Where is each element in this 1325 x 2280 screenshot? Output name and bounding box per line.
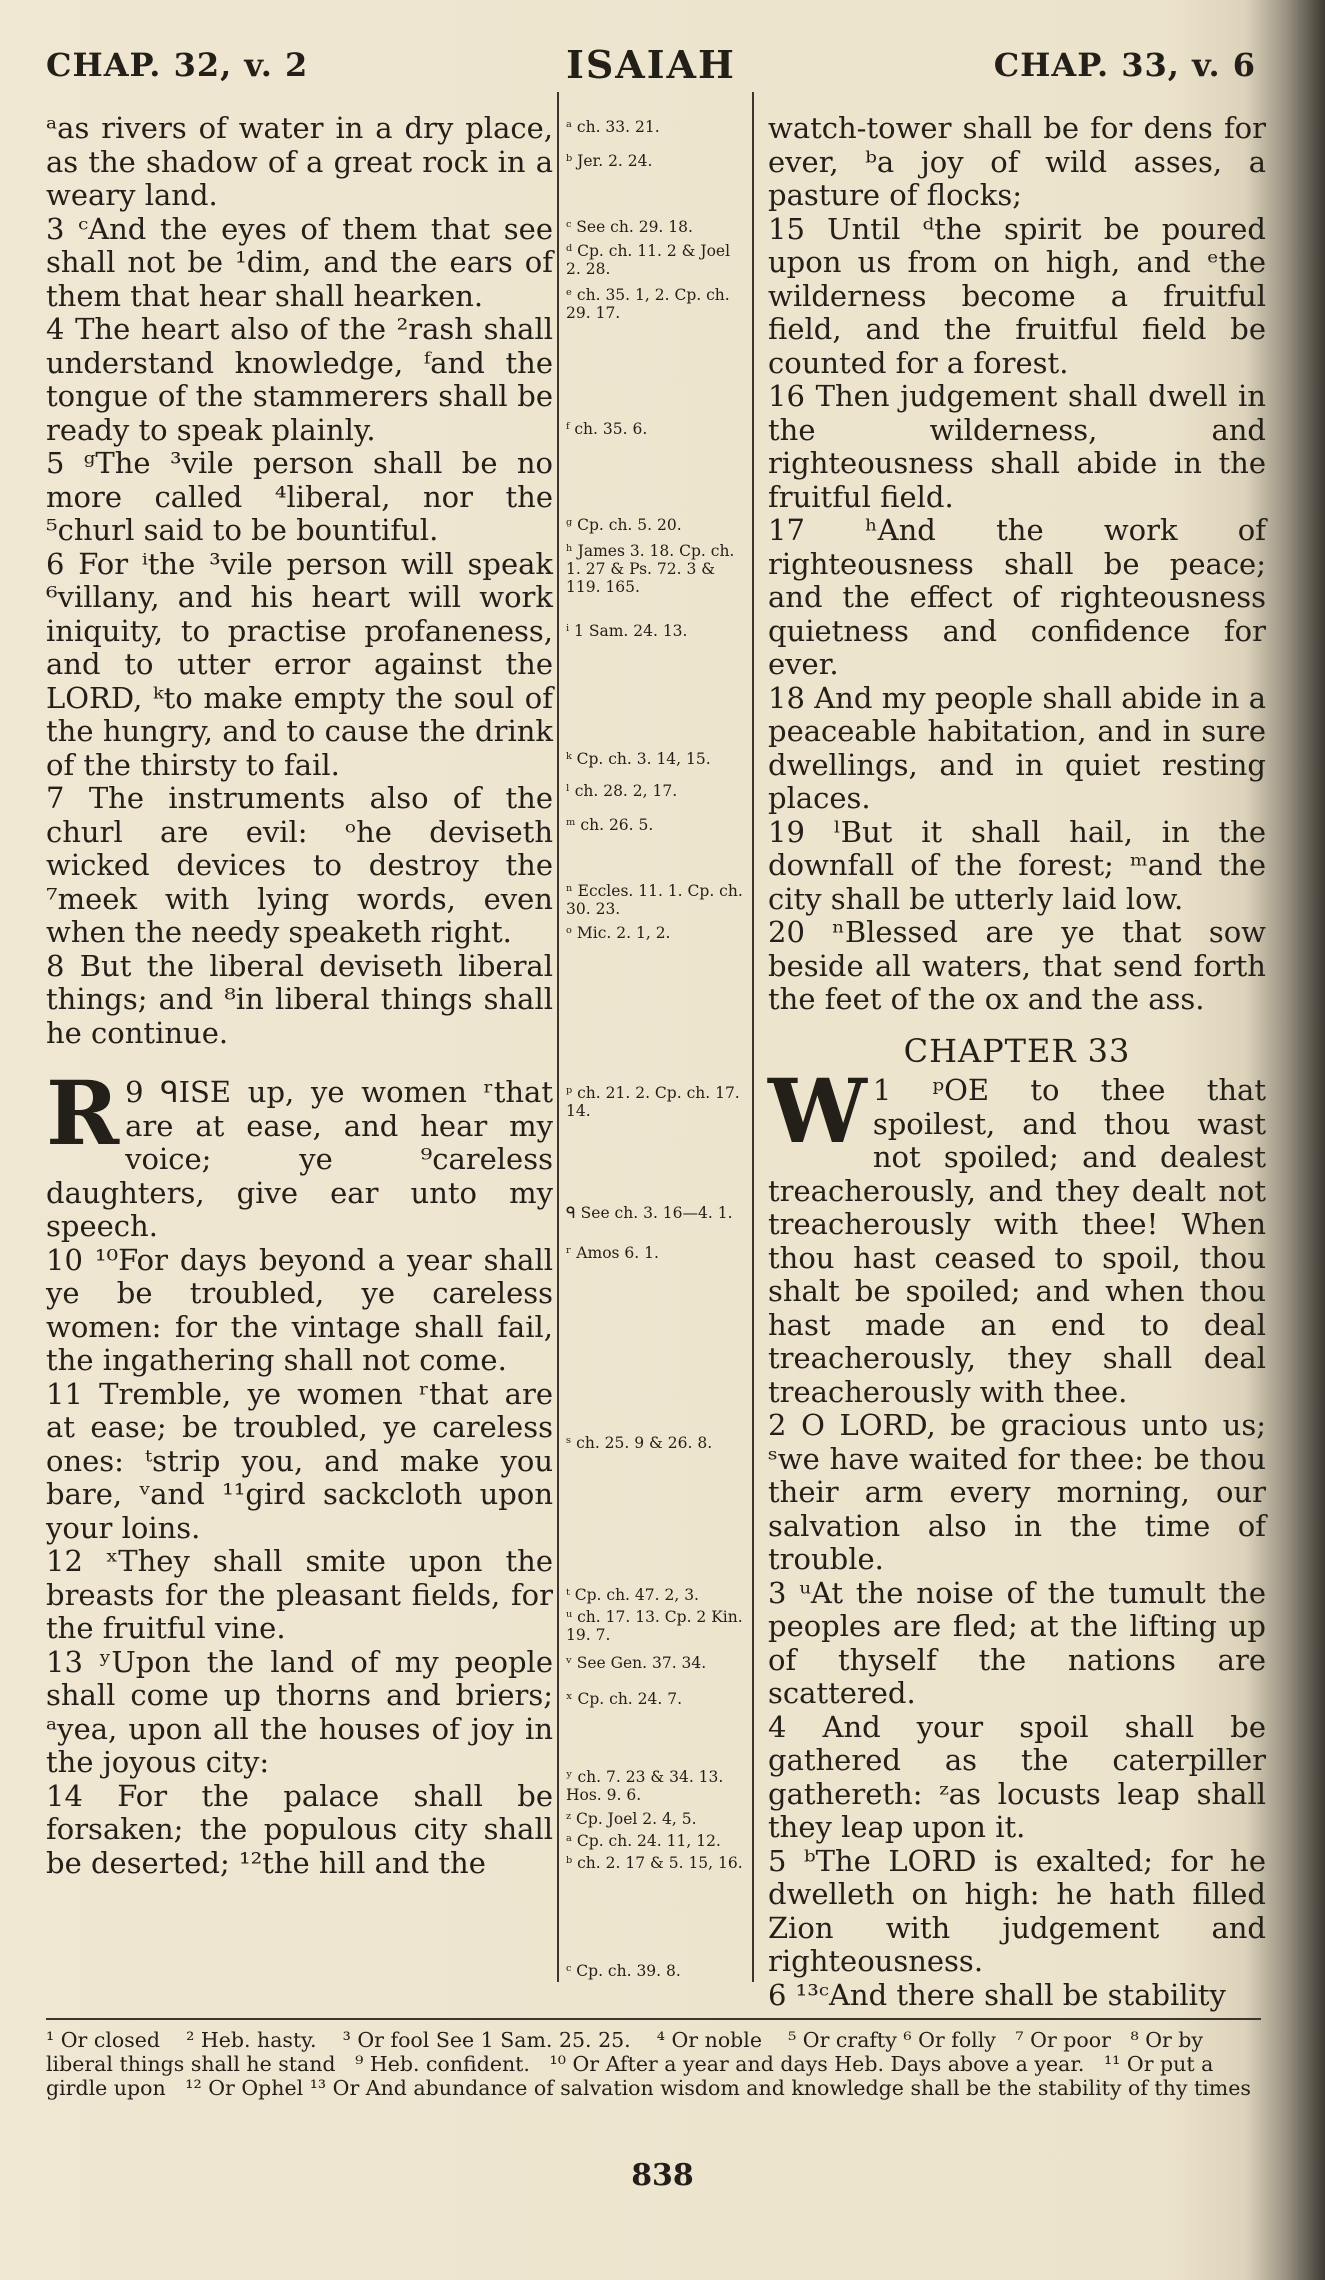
cross-reference: ᵏ Cp. ch. 3. 14, 15. [566,750,711,768]
cross-reference: ʳ Amos 6. 1. [566,1244,659,1262]
verse: 12 ˣThey shall smite upon the breasts for the pleasant fields, for the fruitful vine. [46,1544,553,1645]
footnote: ⁹ Heb. confident. [355,2052,530,2076]
footnotes [46,2018,1261,2100]
cross-reference: ˣ Cp. ch. 24. 7. [566,1690,683,1708]
verse: 17 ʰAnd the work of righteousness shall be peace; and the effect of righteousness quietness and confidence for ever. [768,513,1266,681]
verse: 5 ᵍThe ³vile person shall be no more called ⁴liberal, nor the ⁵churl said to be bountiful. [46,446,553,547]
verse: 5 ᵇThe LORD is exalted; for he dwelleth on high: he hath filled Zion with judgement and righteousness. [768,1843,1266,1978]
cross-reference: ʸ ch. 7. 23 & 34. 13. Hos. 9. 6. [566,1768,724,1804]
cross-reference: ᵉ ch. 35. 1, 2. Cp. ch. 29. 17. [566,286,730,322]
cross-reference: ⁿ Eccles. 11. 1. Cp. ch. 30. 23. [566,882,743,918]
verse: 20 ⁿBlessed are ye that sow beside all waters, that send forth the feet of the ox and the ass. [768,915,1266,1016]
chapter-heading: CHAPTER 33 [903,1031,1131,1070]
footnote: ⁴ Or noble [656,2028,762,2052]
verse-section-start [46,1061,553,1244]
running-head-right: CHAP. 33, v. 6 [993,46,1256,84]
cross-reference: ˢ ch. 25. 9 & 26. 8. [566,1434,713,1452]
cross-reference: ᵒ Mic. 2. 1, 2. [566,924,671,942]
left-text-column [46,112,553,1880]
verse: 2 O LORD, be gracious unto us; ˢwe have waited for thee: be thou their arm every morning, our salvation also in the time of trouble. [768,1408,1266,1576]
verse: 4 The heart also of the ²rash shall understand knowledge, ᶠand the tongue of the stammerers shall be ready to speak plainly. [46,312,553,447]
cross-reference: ᵈ Cp. ch. 11. 2 & Joel 2. 28. [566,242,731,278]
verse: 16 Then judgement shall dwell in the wilderness, and righteousness shall abide in the fruitful field. [768,379,1266,514]
cross-reference: ᵛ See Gen. 37. 34. [566,1654,707,1672]
running-head-left: CHAP. 32, v. 2 [46,46,309,84]
section-break [46,1050,553,1076]
verse: 8 But the liberal deviseth liberal things; and ⁸in liberal things shall he continue. [46,948,553,1050]
verse: 14 For the palace shall be forsaken; the populous city shall be deserted; ¹²the hill and the [46,1778,553,1880]
cross-reference: ᶻ Cp. Joel 2. 4, 5. [566,1810,697,1828]
verse-text: OE to thee that spoilest, and thou wast not spoiled; and dealest treacherously, and they dealt not treacherously with thee! When thou hast ceased to spoil, thou shalt be spoiled; and when thou hast made an end to deal treacherously, they shall deal treacherously with thee. [768,1073,1266,1409]
cross-reference: ⁱ 1 Sam. 24. 13. [566,622,688,640]
verse: 15 Until ᵈthe spirit be poured upon us from on high, and ᵉthe wilderness become a fruitful field, and the fruitful field be counted for a forest. [768,211,1266,380]
cross-reference: ʰ James 3. 18. Cp. ch. 1. 27 & Ps. 72. 3 & 119. 165. [566,542,735,596]
cross-reference: ᵐ ch. 26. 5. [566,816,654,834]
column-divider-right [752,92,754,1982]
footnote: ¹¹ Or put a girdle upon [46,2052,1214,2100]
right-text-column [768,112,1266,2012]
running-head [46,34,1256,94]
drop-capital: R [46,1061,120,1165]
verse: ᵃas rivers of water in a dry place, as the shadow of a great rock in a weary land. [46,111,553,212]
footnote: ¹³ Or And abundance of salvation wisdom and knowledge shall be the stability of thy times [309,2076,1251,2100]
verse: 6 For ⁱthe ³vile person will speak ⁶villany, and his heart will work iniquity, to practise profaneness, and to utter error against the LORD, ᵏto make empty the soul of the hungry, and to cause the drink of the thirsty to fail. [46,546,553,782]
footnote: ⁶ Or folly [903,2028,996,2052]
drop-capital: W [768,1059,867,1163]
footnote: ⁸ Or by liberal things shall he stand [46,2028,1204,2076]
footnote: ¹² Or Ophel [185,2076,304,2100]
cross-reference: ᶜ Cp. ch. 39. 8. [566,1962,681,1980]
footnote: ² Heb. hasty. [186,2028,317,2052]
verse: 3 ᵘAt the noise of the tumult the peoples are fled; at the lifting up of thyself the nations are scattered. [768,1575,1266,1710]
cross-reference: ˡ ch. 28. 2, 17. [566,782,678,800]
cross-reference: ᑫ See ch. 3. 16—4. 1. [566,1204,733,1222]
verse: 18 And my people shall abide in a peaceable habitation, and in sure dwellings, and in quiet resting places. [768,680,1266,815]
verse: 10 ¹⁰For days beyond a year shall ye be troubled, ye careless women: for the vintage shall fail, the ingathering shall not come. [46,1242,553,1377]
cross-reference: ᵃ ch. 33. 21. [566,118,660,136]
footnote: ⁷ Or poor [1015,2028,1111,2052]
verse-number: 9 ᑫ [125,1075,179,1109]
verse-section-start [768,1059,1266,1409]
cross-reference: ᵇ Jer. 2. 24. [566,152,653,170]
verse: 4 And your spoil shall be gathered as the caterpiller gathereth: ᶻas locusts leap shall they leap upon it. [768,1709,1266,1844]
page-number: 838 [631,2158,694,2193]
footnote: ⁵ Or crafty [788,2028,897,2052]
cross-reference: ᵖ ch. 21. 2. Cp. ch. 17. 14. [566,1084,740,1120]
verse: 7 The instruments also of the churl are evil: ᵒhe deviseth wicked devices to destroy the ⁷meek with lying words, even when the needy speaketh right. [46,781,553,949]
book-title: ISAIAH [566,42,736,87]
footnote: ¹⁰ Or After a year and days Heb. Days above a year. [549,2052,1085,2076]
verse: 3 ᶜAnd the eyes of them that see shall not be ¹dim, and the ears of them that hear shall hearken. [46,211,553,313]
cross-reference: ᵘ ch. 17. 13. Cp. 2 Kin. 19. 7. [566,1608,743,1644]
cross-reference: ᵍ Cp. ch. 5. 20. [566,516,682,534]
verse-text: ISE up, ye women ʳthat are at ease, and hear my voice; ye ⁹careless daughters, give ear unto my speech. [46,1075,553,1243]
verse: watch-tower shall be for dens for ever, ᵇa joy of wild asses, a pasture of flocks; [768,111,1266,212]
verse-number: 1 ᵖ [872,1073,945,1107]
cross-reference: ᵗ Cp. ch. 47. 2, 3. [566,1586,699,1604]
column-divider-left [557,92,559,1982]
footnote-rule [46,2018,1261,2020]
cross-reference: ᵃ Cp. ch. 24. 11, 12. [566,1832,721,1850]
cross-reference-column [566,118,746,1980]
verse: 11 Tremble, ye women ʳthat are at ease; be troubled, ye careless ones: ᵗstrip you, and make you bare, ᵛand ¹¹gird sackcloth upon your loins. [46,1376,553,1545]
footnote: ³ Or fool See 1 Sam. 25. 25. [342,2028,631,2052]
verse: 13 ʸUpon the land of my people shall come up thorns and briers; ᵃyea, upon all the houses of joy in the joyous city: [46,1644,553,1779]
footnote: ¹ Or closed [46,2028,161,2052]
cross-reference: ᵇ ch. 2. 17 & 5. 15, 16. [566,1854,743,1872]
verse: 19 ˡBut it shall hail, in the downfall of the forest; ᵐand the city shall be utterly laid low. [768,814,1266,916]
verse: 6 ¹³ᶜAnd there shall be stability [768,1977,1226,2012]
cross-reference: ᶠ ch. 35. 6. [566,420,648,438]
cross-reference: ᶜ See ch. 29. 18. [566,218,693,236]
